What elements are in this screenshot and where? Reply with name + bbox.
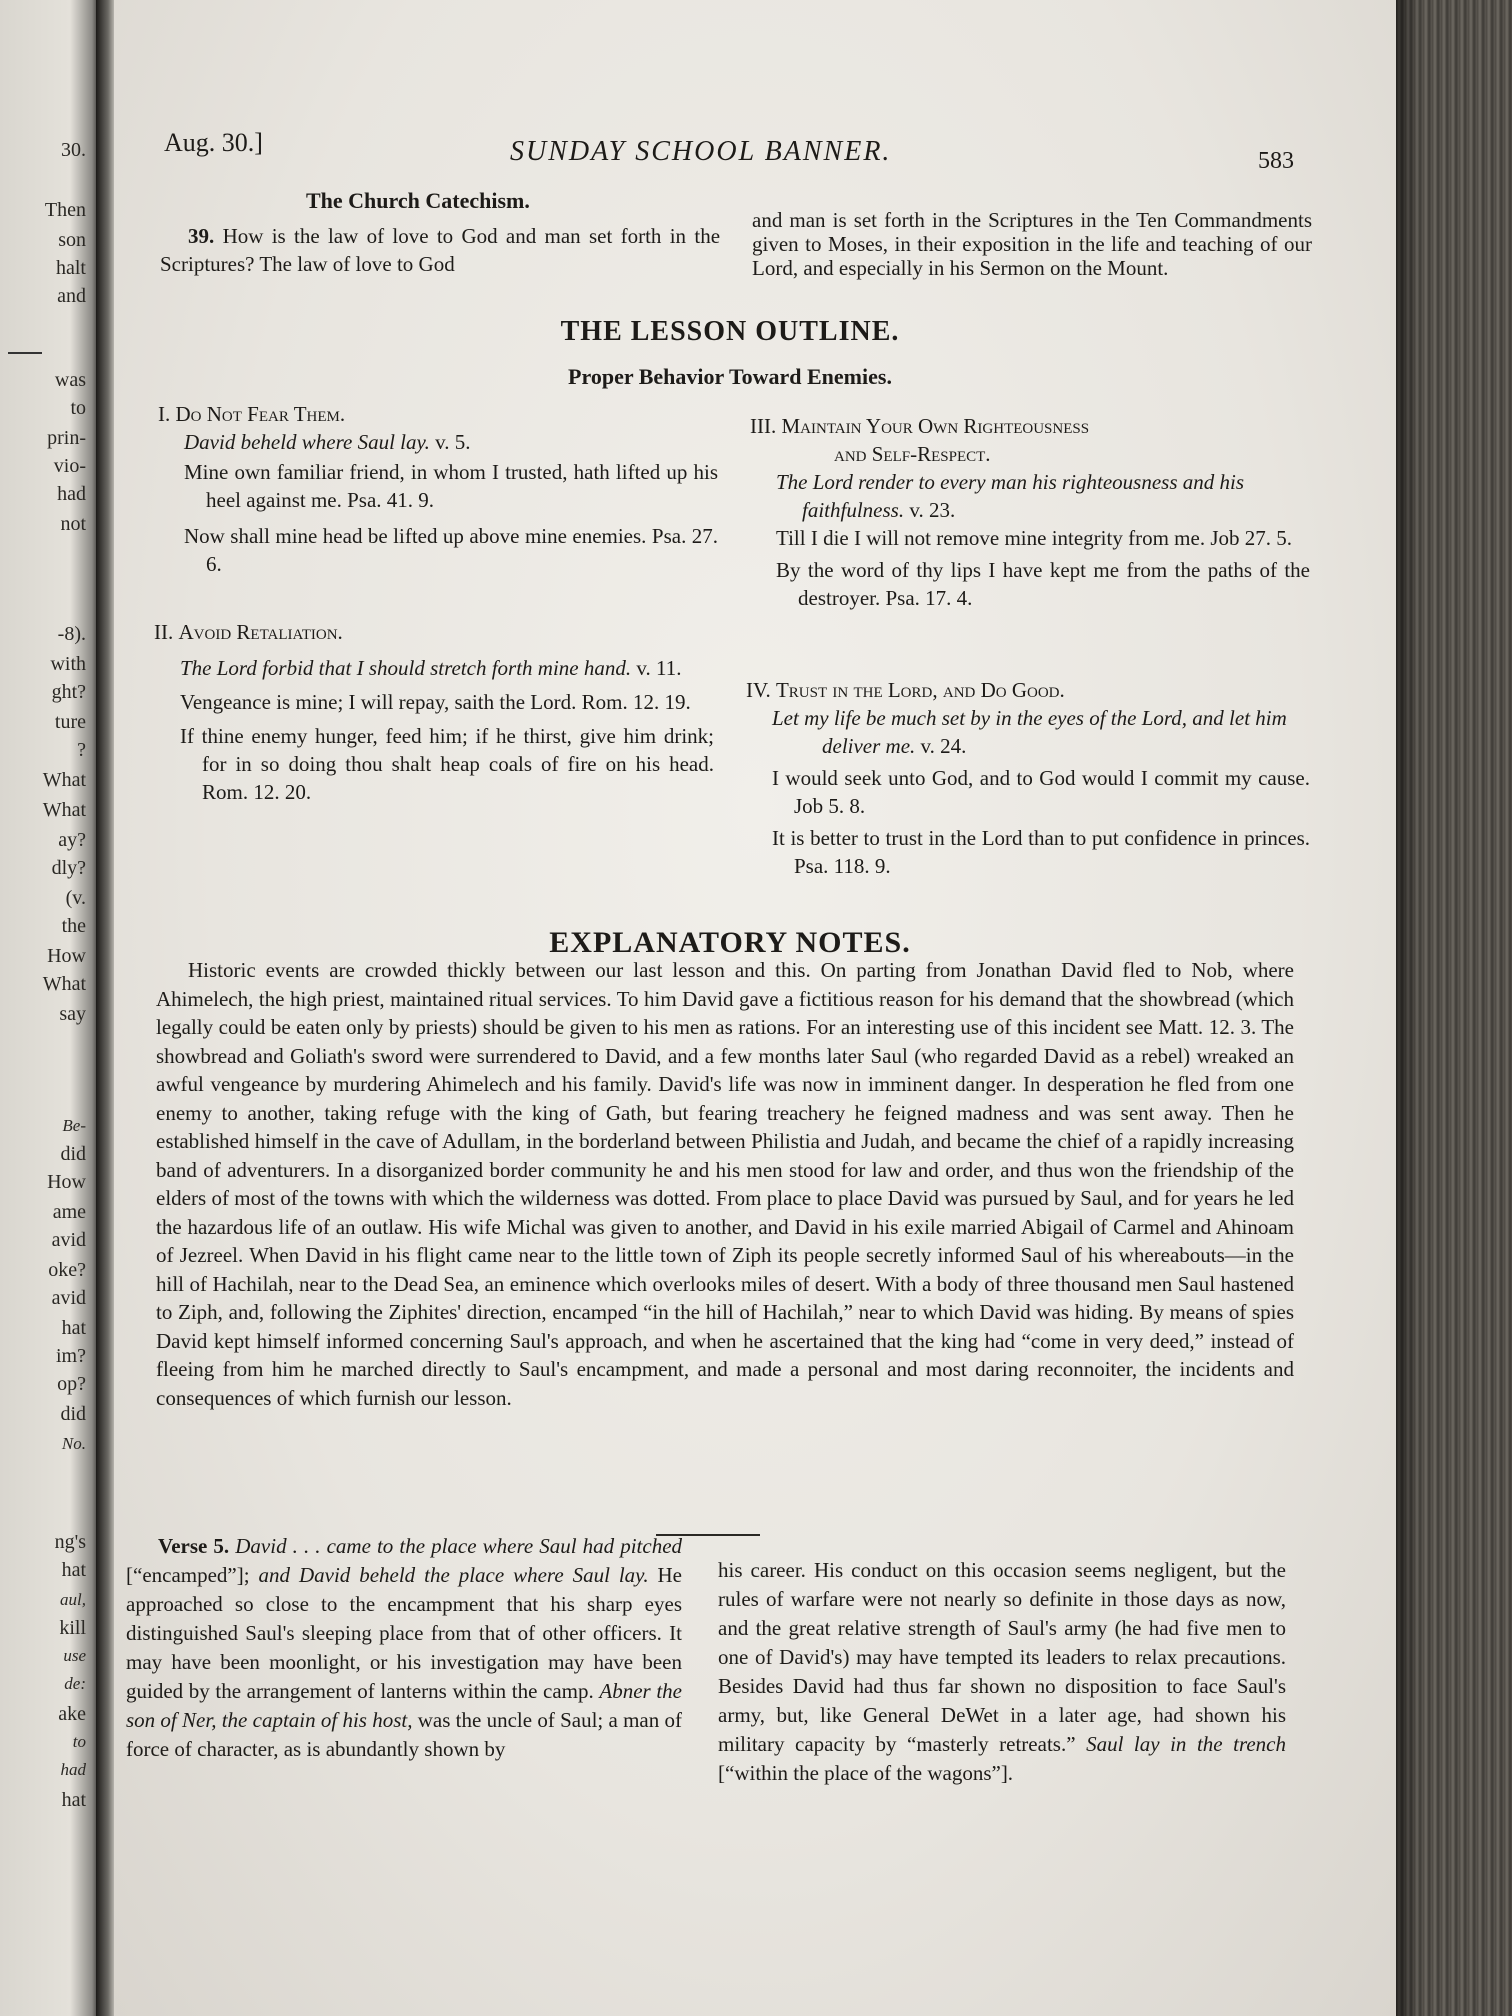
facing-text-fragment: vio- — [53, 455, 86, 477]
quote-text: If thine enemy hunger, feed him; if he thirst, give him drink; for in so doing thou shalt heap coals of fire on his head. — [180, 724, 714, 776]
section-title: Trust in the Lord, and Do Good. — [775, 678, 1065, 702]
verse-label: Verse 5. — [158, 1534, 230, 1558]
quote-text: Mine own familiar friend, in whom I trusted, hath lifted up his heel against me. — [184, 460, 718, 512]
facing-text-fragment: hat — [61, 1789, 86, 1811]
facing-text-fragment: de: — [64, 1674, 86, 1693]
outline-section-4 — [746, 676, 1310, 880]
facing-text-fragment: to — [70, 397, 86, 419]
facing-text-fragment: ght? — [51, 681, 86, 703]
section-title: Do Not Fear Them. — [175, 402, 346, 426]
facing-text-fragment: was — [54, 369, 86, 391]
section-3-heading — [750, 412, 1310, 440]
outline-section-3 — [750, 412, 1310, 612]
facing-text-fragment: did — [60, 1403, 86, 1425]
verse-commentary: He approached so close to the encampment that his sharp eyes distinguished Saul's sleeping place from that of other officers. It may have been moonlight, or his investigation may have been guided by the arrangement of lanterns within the camp. — [126, 1563, 683, 1703]
facing-text-fragment: ame — [52, 1201, 86, 1223]
quote-text: I would seek unto God, and to God would I commit my cause. — [772, 766, 1310, 790]
facing-text-fragment: ? — [77, 739, 86, 761]
section-1-quote-1 — [158, 458, 718, 514]
facing-text-fragment: dly? — [51, 857, 86, 879]
catechism-left-text: How is the law of love to God and man set forth in the Scriptures? The law of love to God — [160, 224, 721, 276]
key-verse-ref: v. 11. — [636, 656, 682, 680]
verse-quote: Saul lay in the trench — [1086, 1732, 1287, 1756]
verse-quote: David . . . came to the place where Saul had pitched — [235, 1534, 683, 1558]
key-verse-text: The Lord forbid that I should stretch forth mine hand. — [180, 656, 632, 680]
facing-text-fragment: im? — [56, 1345, 86, 1367]
facing-text-fragment: How — [47, 945, 86, 967]
book-gutter — [96, 0, 116, 2016]
section-3-heading-line-2: and Self-Respect. — [834, 442, 991, 466]
section-4-key-verse — [746, 704, 1310, 760]
catechism-heading: The Church Catechism. — [306, 188, 530, 213]
facing-text-fragment: had — [57, 483, 86, 505]
verse-quote: Abner the son of Ner, the captain of his host, — [126, 1679, 682, 1732]
section-1-key-verse — [158, 428, 718, 456]
catechism-answer: and man is set forth in the Scriptures in the Ten Commandments given to Moses, in their exposition in the life and teaching of our Lord, and especially in his Sermon on the Mount. — [752, 208, 1312, 280]
facing-text-fragment: avid — [51, 1229, 86, 1251]
verse-gloss: [“encamped”]; — [126, 1563, 250, 1587]
notes-title: EXPLANATORY NOTES. — [549, 926, 911, 959]
verse-5-note-continued — [718, 1556, 1286, 1788]
facing-text-fragment: oke? — [48, 1259, 86, 1281]
facing-text-fragment: halt — [56, 257, 86, 279]
facing-text-fragment: say — [59, 1003, 86, 1025]
facing-text-fragment: What — [42, 769, 86, 791]
facing-text-fragment: to — [72, 1732, 86, 1751]
facing-text-fragment: son — [58, 229, 86, 251]
facing-rule — [8, 352, 42, 354]
notes-body: Historic events are crowded thickly between our last lesson and this. On parting from Jonathan David fled to Nob, where Ahimelech, the high priest, maintained ritual services. To him David gave a fictitious reason for his demand that the showbread (which legally could be eaten only by priests) should be given to his men as rations. For an interesting use of this incident see Matt. 12. 3. The showbread and Goliath's sword were surrendered to David, and a few months later Saul (who regarded David as a rebel) wreaked an awful vengeance by murdering Ahimelech and his family. David's life was now in imminent danger. In desperation he fled from one enemy to another, taking refuge with the king of Gath, but fearing treachery he feigned madness and was sent away. Then he established himself in the cave of Adullam, in the borderland between Philistia and Judah, and became the chief of a rapidly increasing band of adventurers. In a disorganized border community he and his men stood for law and order, and thus won the friendship of the elders of most of the towns with which the wilderness was dotted. From place to place David was pursued by Saul, and for years he led the hazardous life of an outlaw. His wife Michal was given to another, and David in his exile married Abigail of Carmel and Ahinoam of Jezreel. When David in his flight came near to the little town of Ziph its people secretly informed Saul of his whereabouts—in the hill of Hachilah, near to the Dead Sea, an eminence which overlooks miles of desert. With a body of three thousand men Saul hastened to Ziph, and, following the Ziphites' direction, encamped “in the hill of Hachilah,” near to which David was hiding. By means of spies David kept himself informed concerning Saul's approach, and when he ascertained that the king had “come in very deed,” instead of fleeing from him he marched directly to Saul's encampment, and made a personal and most daring reconnoiter, the incidents and consequences of which furnish our lesson. — [156, 958, 1294, 1410]
key-verse-text: The Lord render to every man his righteousness and his faithfulness. — [776, 470, 1244, 522]
facing-text-fragment: What — [42, 799, 86, 821]
key-verse-ref: v. 24. — [920, 734, 967, 758]
catechism-number: 39. — [188, 224, 215, 248]
quote-text: Now shall mine head be lifted up above mine enemies. — [184, 524, 647, 548]
facing-text-fragment: use — [63, 1646, 86, 1665]
quote-ref: Rom. 12. 20. — [202, 780, 312, 804]
section-1-quote-2 — [158, 522, 718, 578]
verse-commentary: his career. His conduct on this occasion seems negligent, but the rules of warfare were not nearly so definite in those days as now, and the great relative strength of Saul's army (he had five men to one of David's) may have tempted its leaders to relax precautions. Besides David had thus far shown no disposition to face Saul's army, but, like General DeWet in a later age, had shown his military capacity by “masterly retreats.” — [718, 1558, 1286, 1756]
key-verse-text: David beheld where Saul lay. — [184, 430, 430, 454]
section-title: Avoid Retaliation. — [178, 620, 343, 644]
section-3-quote-1 — [750, 524, 1310, 552]
section-numeral: I. — [158, 402, 171, 426]
quote-ref: Job 5. 8. — [794, 794, 866, 818]
verse-quote: and David beheld the place where Saul lay. — [258, 1563, 649, 1587]
page-number: 583 — [1258, 148, 1294, 174]
facing-text-fragment: What — [42, 973, 86, 995]
facing-text-fragment: the — [61, 915, 86, 937]
header-title: SUNDAY SCHOOL BANNER. — [510, 136, 892, 167]
facing-text-fragment: op? — [57, 1373, 86, 1395]
facing-text-fragment: ture — [54, 711, 86, 733]
page-edges — [1396, 0, 1512, 2016]
facing-text-fragment: -8). — [57, 623, 86, 645]
facing-page-edge — [0, 0, 100, 2016]
outline-section-1 — [158, 400, 718, 578]
facing-text-fragment: prin- — [47, 427, 86, 449]
section-2-quote-1 — [154, 688, 714, 716]
facing-text-fragment: Be- — [62, 1116, 86, 1135]
quote-text: Till I die I will not remove mine integrity from me. — [776, 526, 1206, 550]
quote-ref: Psa. 118. 9. — [794, 854, 891, 878]
outline-title: THE LESSON OUTLINE. — [560, 316, 900, 347]
quote-ref: Rom. 12. 19. — [581, 690, 691, 714]
facing-text-fragment: How — [47, 1171, 86, 1193]
outline-subtitle: Proper Behavior Toward Enemies. — [568, 364, 892, 389]
facing-text-fragment: avid — [51, 1287, 86, 1309]
key-verse-ref: v. 23. — [909, 498, 956, 522]
section-2-heading — [154, 618, 714, 646]
verse-commentary: was the uncle of Saul; a man of force of character, as is abundantly shown by — [126, 1708, 683, 1761]
header-date: Aug. 30.] — [164, 128, 263, 157]
section-4-heading — [746, 676, 1310, 704]
verse-gloss: [“within the place of the wagons”]. — [718, 1761, 1014, 1785]
outline-section-2 — [154, 618, 714, 806]
facing-text-fragment: Then — [44, 199, 86, 221]
facing-text-fragment: aul, — [60, 1590, 86, 1609]
facing-text-fragment: ay? — [58, 829, 86, 851]
section-4-quote-2 — [746, 824, 1310, 880]
facing-text-fragment: with — [50, 653, 86, 675]
section-2-key-verse — [154, 654, 714, 682]
verse-5-note — [126, 1532, 682, 1764]
quote-text: By the word of thy lips I have kept me from the paths of the destroyer. — [776, 558, 1310, 610]
quote-ref: Psa. 41. 9. — [347, 488, 435, 512]
section-3-quote-2 — [750, 556, 1310, 612]
quote-ref: Psa. 17. 4. — [885, 586, 973, 610]
quote-ref: Psa. 27. 6. — [206, 524, 719, 576]
quote-text: It is better to trust in the Lord than to put confidence in princes. — [772, 826, 1310, 850]
facing-text-fragment: hat — [61, 1559, 86, 1581]
key-verse-text: Let my life be much set by in the eyes of the Lord, and let him deliver me. — [772, 706, 1287, 758]
section-numeral: IV. — [746, 678, 771, 702]
facing-text-fragment: 30. — [61, 139, 86, 161]
facing-text-fragment: and — [57, 285, 86, 307]
section-3-key-verse — [750, 468, 1310, 524]
quote-text: Vengeance is mine; I will repay, saith the Lord. — [180, 690, 577, 714]
section-numeral: III. — [750, 414, 777, 438]
facing-text-fragment: did — [60, 1143, 86, 1165]
catechism-question — [160, 222, 720, 278]
section-4-quote-1 — [746, 764, 1310, 820]
facing-text-fragment: kill — [59, 1617, 86, 1639]
facing-text-fragment: ng's — [54, 1531, 86, 1553]
facing-text-fragment: not — [60, 513, 86, 535]
facing-text-fragment: hat — [61, 1317, 86, 1339]
section-title: Maintain Your Own Righteousness — [781, 414, 1090, 438]
section-numeral: II. — [154, 620, 174, 644]
facing-text-fragment: had — [60, 1760, 86, 1779]
section-1-heading — [158, 400, 718, 428]
facing-text-fragment: No. — [61, 1434, 86, 1453]
key-verse-ref: v. 5. — [435, 430, 471, 454]
facing-text-fragment: ake — [58, 1703, 86, 1725]
facing-text-fragment: (v. — [65, 887, 86, 909]
quote-ref: Job 27. 5. — [1210, 526, 1293, 550]
section-2-quote-2 — [154, 722, 714, 806]
